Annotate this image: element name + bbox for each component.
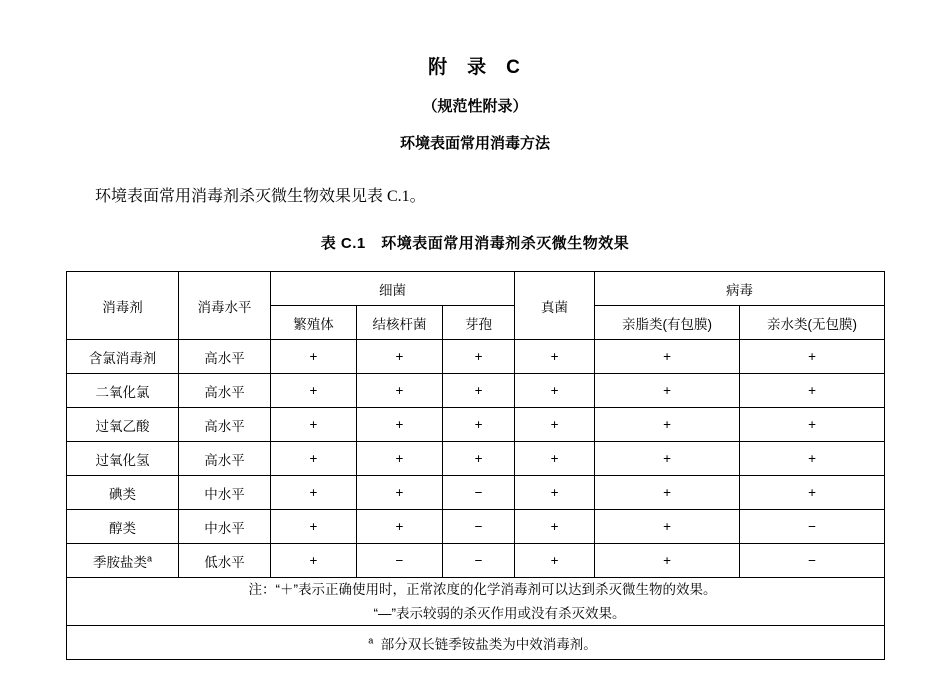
header-bacteria-tubercle: 结核杆菌 xyxy=(357,306,443,340)
note-line-1: 注：“＋”表示正确使用时，正常浓度的化学消毒剂可以达到杀灭微生物的效果。 xyxy=(248,582,717,597)
cell-value: − xyxy=(740,510,885,544)
cell-agent-label: 季胺盐类 xyxy=(92,554,147,570)
appendix-title-char1: 附 xyxy=(428,57,450,78)
cell-value: + xyxy=(595,408,740,442)
cell-level: 高水平 xyxy=(179,442,271,476)
table-caption: 表 C.1 环境表面常用消毒剂杀灭微生物效果 xyxy=(320,235,630,252)
footnote-text: 部分双长链季铵盐类为中效消毒剂。 xyxy=(380,636,597,652)
cell-agent: 过氧乙酸 xyxy=(67,408,179,442)
header-bacteria: 细菌 xyxy=(271,272,515,306)
table-body xyxy=(67,340,885,660)
note-line-2: “—”表示较弱的杀灭作用或没有杀灭效果。 xyxy=(373,605,626,621)
header-level: 消毒水平 xyxy=(179,272,271,340)
header-bacteria-vegetative: 繁殖体 xyxy=(271,306,357,340)
cell-value: − xyxy=(357,544,443,578)
cell-value: + xyxy=(595,374,740,408)
cell-value: + xyxy=(595,544,740,578)
appendix-title xyxy=(0,52,950,79)
cell-level: 中水平 xyxy=(179,476,271,510)
cell-value: + xyxy=(595,510,740,544)
cell-value: + xyxy=(271,510,357,544)
cell-value: + xyxy=(740,340,885,374)
footnote-marker-label: a xyxy=(368,635,374,646)
header-agent: 消毒剂 xyxy=(67,272,179,340)
footnote-marker: a xyxy=(146,553,152,563)
cell-value: − xyxy=(443,476,515,510)
cell-value: + xyxy=(443,374,515,408)
cell-value: + xyxy=(515,340,595,374)
table-row xyxy=(67,442,885,476)
cell-value: + xyxy=(357,510,443,544)
appendix-subtitle: （规范性附录） xyxy=(422,98,528,115)
cell-level: 低水平 xyxy=(179,544,271,578)
table-note xyxy=(67,578,885,626)
cell-value: + xyxy=(271,476,357,510)
cell-value: − xyxy=(443,544,515,578)
cell-agent: 碘类 xyxy=(67,476,179,510)
cell-value: + xyxy=(357,408,443,442)
cell-level: 中水平 xyxy=(179,510,271,544)
header-fungi: 真菌 xyxy=(515,272,595,340)
header-bacteria-spore: 芽孢 xyxy=(443,306,515,340)
header-virus-lipophilic: 亲脂类(有包膜) xyxy=(595,306,740,340)
cell-agent: 二氧化氯 xyxy=(67,374,179,408)
table-footnote xyxy=(67,626,885,660)
cell-value: + xyxy=(357,374,443,408)
cell-value: + xyxy=(595,442,740,476)
appendix-section-title: 环境表面常用消毒方法 xyxy=(399,135,550,152)
cell-value: + xyxy=(271,340,357,374)
header-virus-hydrophilic: 亲水类(无包膜) xyxy=(740,306,885,340)
cell-value: + xyxy=(515,510,595,544)
cell-value: + xyxy=(357,340,443,374)
cell-value: + xyxy=(271,544,357,578)
table-header xyxy=(67,272,885,340)
cell-value: + xyxy=(271,442,357,476)
intro-paragraph: 环境表面常用消毒剂杀灭微生物效果见表 C.1。 xyxy=(95,188,426,205)
cell-value: + xyxy=(271,408,357,442)
table-row xyxy=(67,408,885,442)
cell-agent xyxy=(67,544,179,578)
header-virus: 病毒 xyxy=(595,272,885,306)
appendix-title-char2: 录 xyxy=(467,57,489,78)
cell-level: 高水平 xyxy=(179,374,271,408)
cell-value: − xyxy=(443,510,515,544)
cell-value: + xyxy=(271,374,357,408)
cell-value: + xyxy=(740,408,885,442)
cell-value: + xyxy=(740,442,885,476)
cell-value: + xyxy=(357,476,443,510)
cell-agent: 醇类 xyxy=(67,510,179,544)
cell-value: + xyxy=(515,544,595,578)
cell-value: + xyxy=(740,476,885,510)
header-row-1 xyxy=(67,272,885,306)
disinfectant-efficacy-table xyxy=(66,271,885,660)
cell-value: + xyxy=(515,442,595,476)
cell-value: + xyxy=(595,340,740,374)
cell-level: 高水平 xyxy=(179,408,271,442)
table-row xyxy=(67,476,885,510)
cell-value: + xyxy=(443,442,515,476)
cell-agent: 过氧化氢 xyxy=(67,442,179,476)
cell-value: + xyxy=(515,374,595,408)
cell-agent: 含氯消毒剂 xyxy=(67,340,179,374)
table-row xyxy=(67,544,885,578)
table-footnote-row xyxy=(67,626,885,660)
cell-value: + xyxy=(357,442,443,476)
table-row xyxy=(67,340,885,374)
cell-value: + xyxy=(515,476,595,510)
appendix-title-letter: C xyxy=(506,57,522,78)
table-row xyxy=(67,510,885,544)
table-row xyxy=(67,374,885,408)
table-container xyxy=(66,271,884,660)
table-note-row xyxy=(67,578,885,626)
cell-value: − xyxy=(740,544,885,578)
cell-value: + xyxy=(595,476,740,510)
cell-value: + xyxy=(740,374,885,408)
cell-value: + xyxy=(515,408,595,442)
document-page xyxy=(0,52,950,698)
cell-value: + xyxy=(443,408,515,442)
cell-value: + xyxy=(443,340,515,374)
cell-level: 高水平 xyxy=(179,340,271,374)
